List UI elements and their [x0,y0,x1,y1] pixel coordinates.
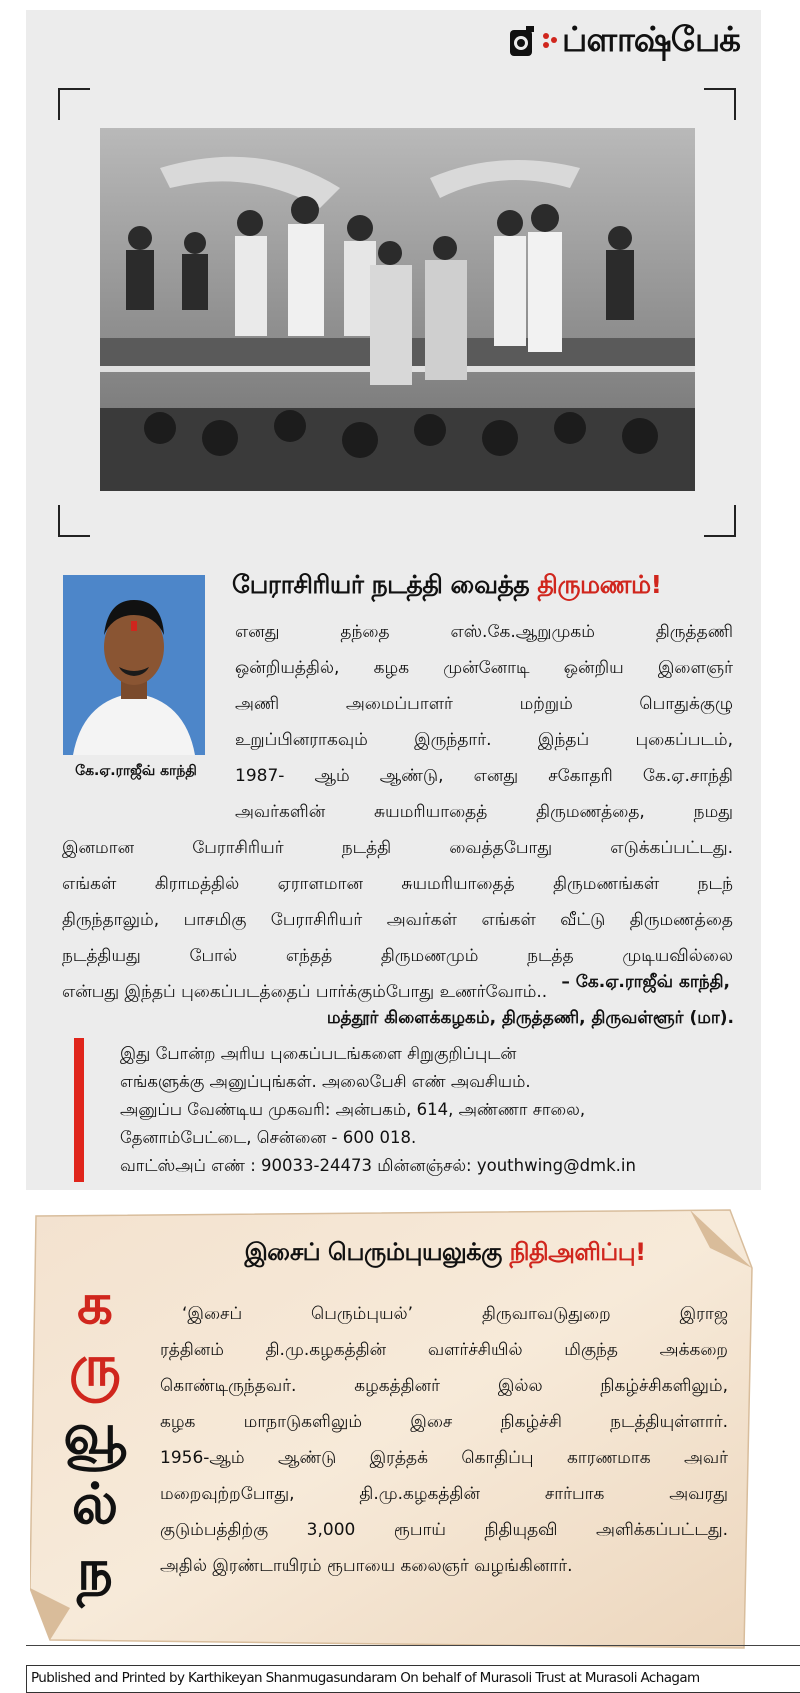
article-line: இனமான பேராசிரியர் நடத்தி வைத்தபோது எடுக்கப்பட்டது. [62,838,733,858]
contact-line: எங்களுக்கு அனுப்புங்கள். அலைபேசி எண் அவசியம். [120,1072,531,1091]
flashback-logo [508,22,740,62]
headline-highlight: திருமணம்! [537,570,662,599]
nalloor-line: ரத்தினம் தி.மு.கழகத்தின் வளர்ச்சியில் மிகுந்த அக்கறை [160,1340,728,1360]
contributor-portrait [63,575,205,755]
frame-corner-bottom-right [704,505,736,537]
nalloor-line: 1956-ஆம் ஆண்டு இரத்தக் கொதிப்பு காரணமாக அவர் [160,1448,728,1468]
signature-place: மத்தூர் கிளைக்கழகம், திருத்தணி, திருவள்ளூர் (மா). [326,1008,734,1028]
article-line: என்பது இந்தப் புகைப்படத்தைப் பார்க்கும்போது உணர்வோம்.. [62,982,548,1002]
article-line: ஒன்றியத்தில், கழக முன்னோடி ஒன்றிய இளைஞர் [235,658,733,678]
title-letter: ல் [71,1472,119,1537]
title-letter: ந [77,1538,113,1603]
headline-text: இசைப் பெரும்புயலுக்கு [244,1238,510,1266]
article-line: எனது தந்தை எஸ்.கே.ஆறுமுகம் திருத்தணி [235,622,733,642]
nalloor-line: கழக மாநாடுகளிலும் இசை நிகழ்ச்சி நடத்தியுள்ளார். [160,1412,728,1432]
nalloor-line: குடும்பத்திற்கு 3,000 ரூபாய் நிதியுதவி அளிக்கப்பட்டது. [160,1520,728,1540]
logo-text: ப்ளாஷ்பேக் [562,20,740,60]
nalloor-line: மறைவுற்றபோது, தி.மு.கழகத்தின் சார்பாக அவரது [160,1484,728,1504]
portrait-caption: கே.ஏ.ராஜீவ் காந்தி [75,763,197,779]
nalloor-line: ‘இசைப் பெரும்புயல்’ திருவாவடுதுறை இராஜ [182,1304,728,1324]
wedding-photo [100,128,695,491]
contact-line: அனுப்ப வேண்டிய முகவரி: அன்பகம், 614, அண்ணா சாலை, [120,1100,586,1119]
flashback-headline [232,570,742,603]
frame-corner-bottom-left [58,505,90,537]
frame-corner-top-left [58,88,90,120]
signature-name: – கே.ஏ.ராஜீவ் காந்தி, [561,972,730,992]
article-line: அணி அமைப்பாளர் மற்றும் பொதுக்குழு [235,694,733,714]
title-letter: வூ [63,1402,127,1467]
article-line: 1987- ஆம் ஆண்டு, எனது சகோதரி கே.ஏ.சாந்தி [235,766,733,786]
article-line: உறுப்பினராகவும் இருந்தார். இந்தப் புகைப்படம், [235,730,733,750]
contact-line: இது போன்ற அரிய புகைப்படங்களை சிறுகுறிப்புடன் [120,1044,517,1063]
headline-highlight: நிதிஅளிப்பு! [509,1238,646,1266]
nalloor-headline [165,1238,725,1269]
contact-line: தேனாம்பேட்டை, சென்னை - 600 018. [120,1128,417,1147]
frame-corner-top-right [704,88,736,120]
contact-accent-bar [74,1038,84,1182]
title-letter: க [77,1272,113,1337]
article-line: அவர்களின் சுயமரியாதைத் திருமணத்தை, நமது [235,802,733,822]
article-line: எங்கள் கிராமத்தில் ஏராளமான சுயமரியாதைத் திருமணங்கள் நடந் [62,874,733,894]
contact-line: வாட்ஸ்அப் எண் : 90033-24473 மின்னஞ்சல்: youthwing@dmk.in [120,1156,636,1175]
footer-divider [26,1645,800,1646]
nalloor-line: அதில் இரண்டாயிரம் ரூபாயை கலைஞர் வழங்கினார். [160,1556,573,1576]
nalloor-vertical-title [60,1272,130,1605]
flash-dots-icon [542,28,558,56]
nalloor-line: கொண்டிருந்தவர். கழகத்தினர் இல்ல நிகழ்ச்சிகளிலும், [160,1376,728,1396]
article-line: நடத்தியது போல் எந்தத் திருமணமும் நடத்த முடியவில்லை [62,946,733,966]
camera-icon [508,24,538,60]
article-line: திருந்தாலும், பாசமிகு பேராசிரியர் அவர்கள் எங்கள் வீட்டு திருமணத்தை [62,910,733,930]
headline-text: பேராசிரியர் நடத்தி வைத்த [232,570,538,599]
title-letter: ரு [69,1334,121,1399]
imprint-footer: Published and Printed by Karthikeyan Shanmugasundaram On behalf of Murasoli Trust at Murasoli Achagam [26,1665,800,1693]
